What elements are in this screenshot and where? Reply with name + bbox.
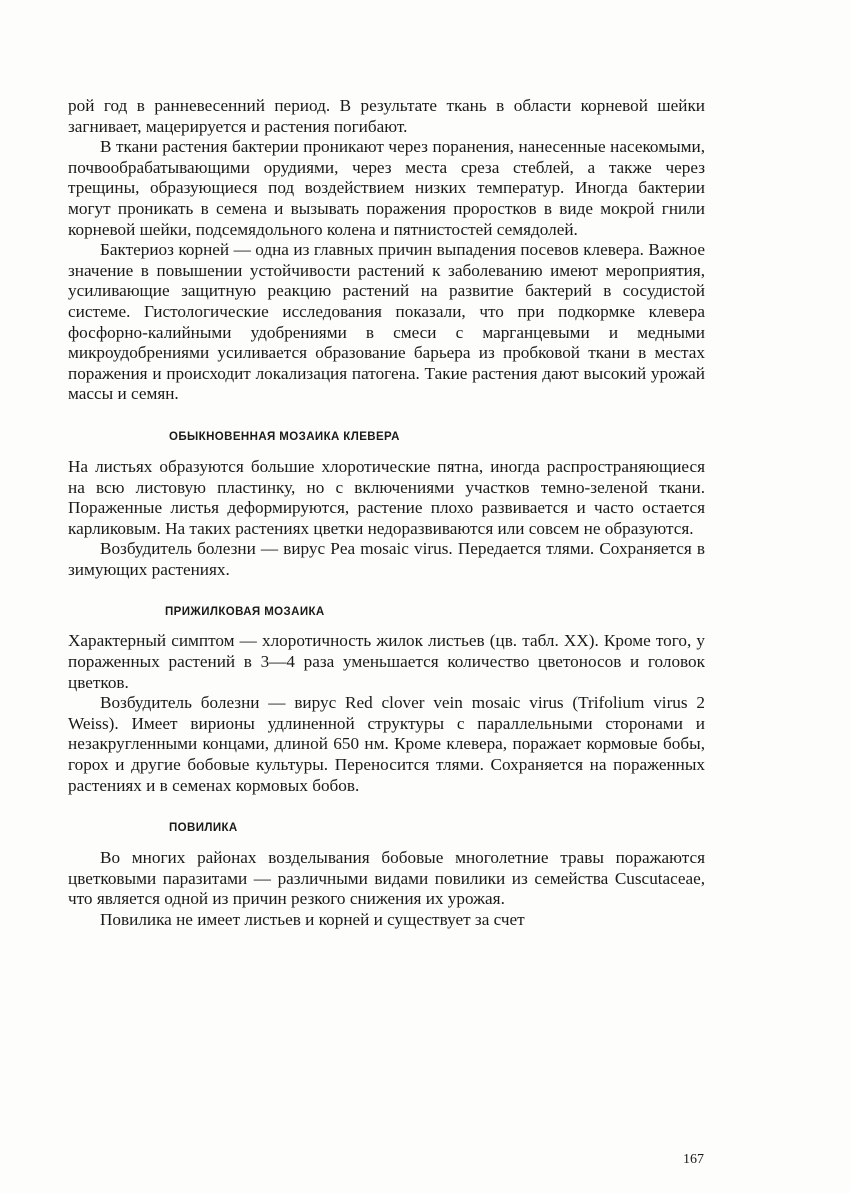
section-heading-common-mosaic: ОБЫКНОВЕННАЯ МОЗАИКА КЛЕВЕРА (169, 430, 400, 443)
paragraph: рой год в ранневесенний период. В результате ткань в области корневой шейки загнивает, мацерируется и растения погибают. (68, 96, 705, 136)
section-heading-dodder: ПОВИЛИКА (169, 822, 238, 835)
paragraph: Во многих районах возделывания бобовые многолетние травы поражаются цветковыми паразитами — различными видами повилики из семейства Cuscutaceae, что является одной из причин резкого снижения их урожая. (68, 848, 705, 909)
paragraph: На листьях образуются большие хлоротические пятна, иногда распространяющиеся на всю листовую пластинку, но с включениями участков темно-зеленой ткани. Пораженные листья деформируются, растение плохо развивается и часто остается карликовым. На таких растениях цветки недоразвиваются или совсем не образуются. (68, 456, 705, 538)
paragraph: Повилика не имеет листьев и корней и существует за счет (100, 910, 525, 929)
paragraph: Характерный симптом — хлоротичность жилок листьев (цв. табл. XX). Кроме того, у пораженных растений в 3—4 раза уменьшается количество цветоносов и головок цветков. (68, 631, 705, 692)
paragraph: Возбудитель болезни — вирус Red clover vein mosaic virus (Trifolium virus 2 Weiss). Имеет вирионы удлиненной структуры с параллельными сторонами и незакругленными концами, длиной 650 нм. Кроме клевера, поражает кормовые бобы, горох и другие бобовые культуры. Переносится тлями. Сохраняется на пораженных растениях и в семенах кормовых бобов. (68, 693, 705, 795)
paragraph: Бактериоз корней — одна из главных причин выпадения посевов клевера. Важное значение в повышении устойчивости растений к заболеванию имеют мероприятия, усиливающие защитную реакцию растений на развитие бактерий в сосудистой системе. Гистологические исследования показали, что при подкормке клевера фосфорно-калийными удобрениями в смеси с марганцевыми и медными микроудобрениями усиливается образование барьера из пробковой ткани в местах поражения и происходит локализация патогена. Такие растения дают высокий урожай массы и семян. (68, 240, 705, 404)
page-number: 167 (683, 1152, 704, 1167)
paragraph: В ткани растения бактерии проникают через поранения, нанесенные насекомыми, почвообрабатывающими орудиями, через места среза стеблей, а также через трещины, образующиеся под воздействием низких температур. Иногда бактерии могут проникать в семена и вызывать поражения проростков в виде мокрой гнили корневой шейки, подсемядольного колена и пятнистостей семядолей. (68, 137, 705, 239)
section-heading-vein-mosaic: ПРИЖИЛКОВАЯ МОЗАИКА (165, 606, 325, 619)
page-body (68, 96, 705, 931)
paragraph: Возбудитель болезни — вирус Pea mosaic virus. Передается тлями. Сохраняется в зимующих растениях. (68, 539, 705, 579)
